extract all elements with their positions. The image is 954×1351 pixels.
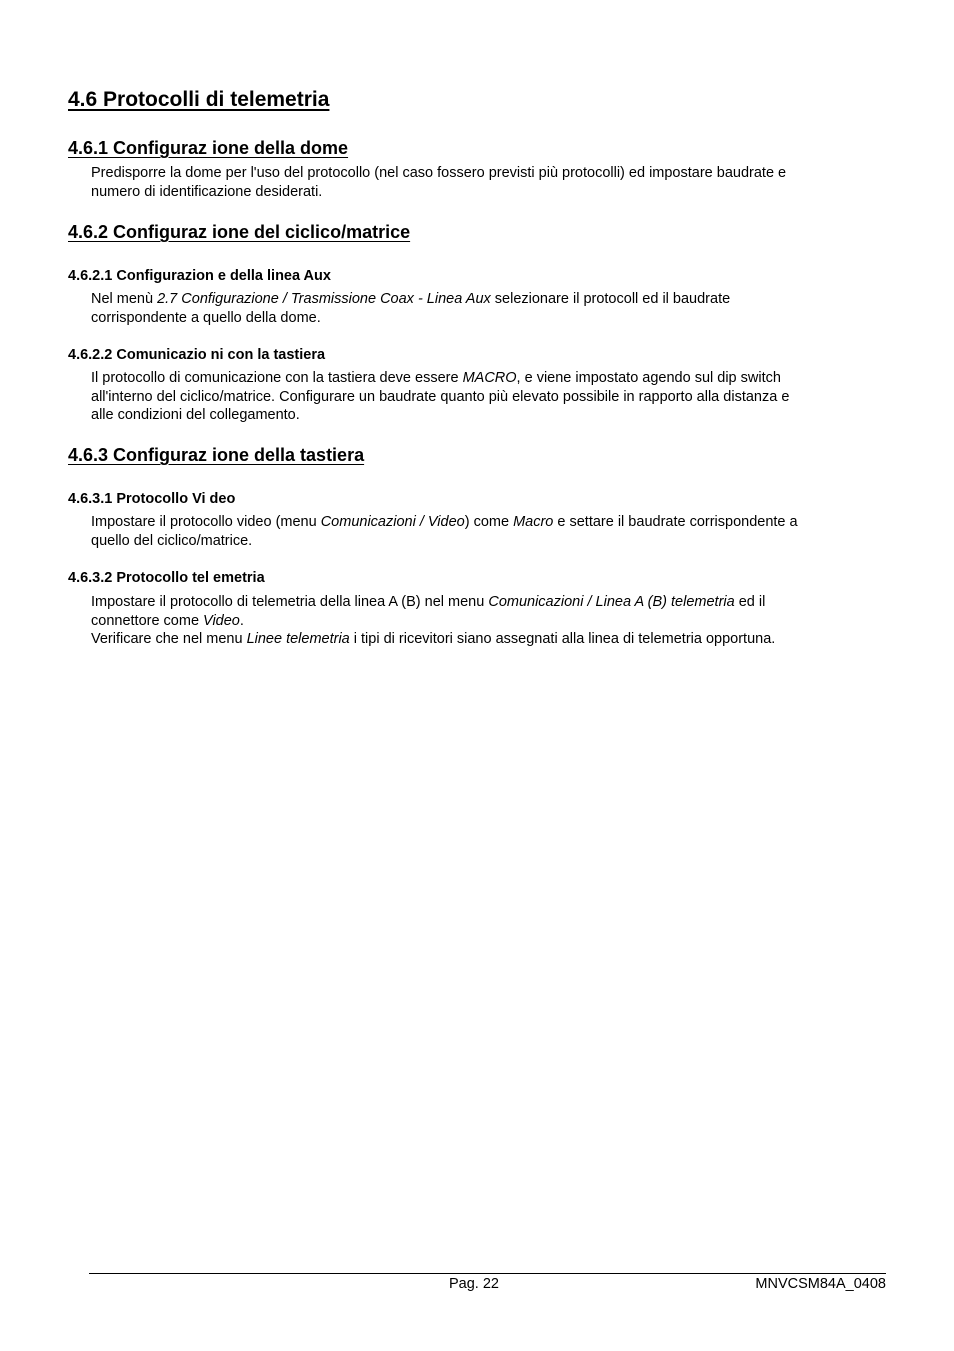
paragraph-4-6-3-1 [91,513,891,550]
text-line: Predisporre la dome per l'uso del protocollo (nel caso fossero previsti più protocolli) ed impostare baudrate e [91,165,787,181]
text-run: Impostare il protocollo di telemetria della linea A (B) nel menu [91,594,489,610]
paragraph-4-6-2-2 [91,369,891,425]
menu-path-text: Comunicazioni / Video [320,514,465,530]
text-line [91,612,891,631]
text-run: e settare il baudrate corrispondente a [553,514,798,530]
heading-4-6-1: 4.6.1 Configuraz ione della dome [68,138,349,158]
paragraph-4-6-2-1 [91,290,891,327]
protocol-name-text: MACRO [462,370,517,386]
paragraph-4-6-1 [91,164,891,201]
text-line [91,513,891,532]
text-line [91,369,891,388]
text-line [91,290,891,309]
heading-4-6-2-1: 4.6.2.1 Configurazion e della linea Aux [68,268,331,284]
text-run: i tipi di ricevitori siano assegnati alla linea di telemetria opportuna. [349,631,776,648]
heading-4-6-3: 4.6.3 Configuraz ione della tastiera [68,445,365,465]
text-run: ed il [734,594,766,610]
text-line: all'interno del ciclico/matrice. Configurare un baudrate quanto più elevato possibile in rapporto alla distanza e [91,388,790,405]
protocol-name-text: Macro [513,514,554,530]
heading-4-6-3-2: 4.6.3.2 Protocollo tel emetria [68,570,265,586]
text-line [91,593,891,612]
footer-page-number: Pag. 22 [449,1276,499,1292]
footer-divider [89,1273,886,1274]
heading-4-6-2: 4.6.2 Configuraz ione del ciclico/matrice [68,222,411,242]
text-line: numero di identificazione desiderati. [91,183,323,200]
heading-4-6-3-1: 4.6.3.1 Protocollo Vi deo [68,491,236,507]
text-run: Verificare che nel menu [91,631,247,648]
text-run: Il protocollo di comunicazione con la tastiera deve essere [91,370,463,386]
text-run: Impostare il protocollo video (menu [91,514,321,530]
text-line: quello del ciclico/matrice. [91,532,253,549]
section-title: 4.6 Protocolli di telemetria [68,88,330,111]
paragraph-4-6-3-2 [91,593,891,649]
text-run: ) come [464,514,514,530]
text-run: . [239,612,244,629]
text-line: alle condizioni del collegamento. [91,407,300,424]
connector-name-text: Video [203,612,240,629]
heading-4-6-2-2: 4.6.2.2 Comunicazio ni con la tastiera [68,347,326,363]
text-run: selezionare il protocoll ed il baudrate [490,291,731,307]
text-line: corrispondente a quello della dome. [91,309,321,326]
footer-document-code: MNVCSM84A_0408 [755,1276,886,1292]
text-run: , e viene impostato agendo sul dip switch [516,370,781,386]
menu-path-text: 2.7 Configurazione / Trasmissione Coax - Linea Aux [157,291,491,307]
menu-path-text: Comunicazioni / Linea A (B) telemetria [488,594,735,610]
text-run: Nel menù [91,291,158,307]
menu-name-text: Linee telemetria [246,631,350,648]
text-run: connettore come [91,612,204,629]
text-line [91,630,891,649]
